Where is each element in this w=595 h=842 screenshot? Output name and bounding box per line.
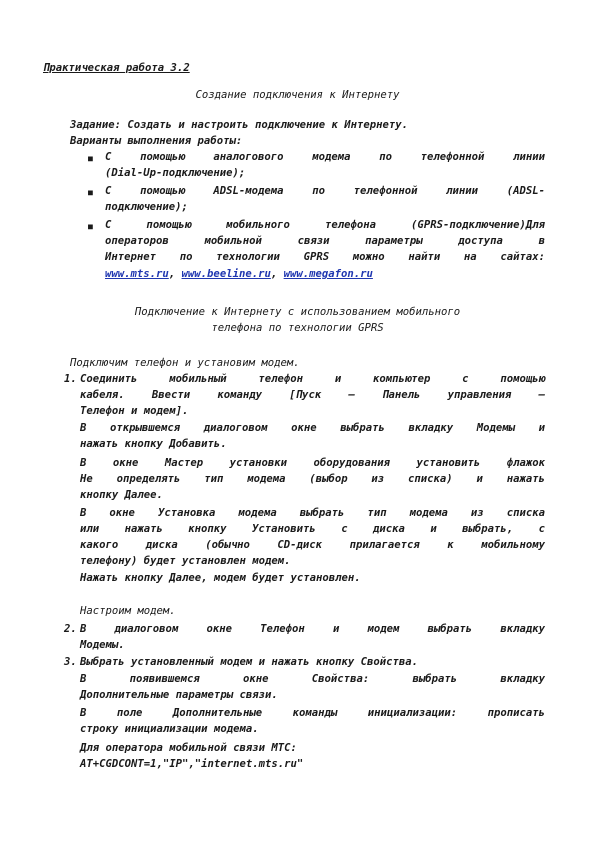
step1-line-4: В открывшемся диалоговом окне выбрать вкладку Модемы и: [80, 422, 545, 434]
step3-line-2: В появившемся окне Свойства: выбрать вкладку: [80, 673, 545, 685]
section-title-line-1: Подключение к Интернету с использованием мобильного: [134, 306, 461, 318]
bullet-item-1-line-2: (Dial-Up-подключение);: [105, 167, 246, 179]
list-number-1: 1.: [64, 373, 77, 385]
links-line: www.mts.ru, www.beeline.ru, www.megafon.ru: [105, 268, 373, 280]
step3-line-1: Выбрать установленный модем и нажать кнопку Свойства.: [80, 656, 419, 668]
link-mts[interactable]: www.mts.ru: [105, 268, 169, 280]
section-title-line-2: телефона по технологии GPRS: [211, 322, 384, 334]
step1-line-2: кабеля. Ввести команду [Пуск – Панель управления –: [80, 389, 545, 401]
step1-line-8: кнопку Далее.: [80, 489, 163, 501]
bullet-item-1-line-1: С помощью аналогового модема по телефонной линии: [105, 151, 545, 163]
step1-line-1: Соединить мобильный телефон и компьютер с помощью: [80, 373, 545, 385]
step1-line-13: Нажать кнопку Далее, модем будет установлен.: [80, 572, 361, 584]
step1-line-5: нажать кнопку Добавить.: [80, 438, 227, 450]
link-megafon[interactable]: www.megafon.ru: [283, 268, 373, 280]
bullet-item-3-line-3: Интернет по технологии GPRS можно найти на сайтах:: [105, 251, 545, 263]
step2-line-1: В диалоговом окне Телефон и модем выбрать вкладку: [80, 623, 545, 635]
list-number-2: 2.: [64, 623, 77, 635]
bullet-icon: ■: [88, 154, 93, 163]
step1-line-10: или нажать кнопку Установить с диска и выбрать, с: [80, 523, 545, 535]
bullet-item-2-line-2: подключение);: [105, 201, 188, 213]
page-title: Практическая работа 3.2: [43, 62, 190, 74]
step3-line-6: Для оператора мобильной связи МТС:: [80, 742, 297, 754]
variants-header: Варианты выполнения работы:: [70, 135, 243, 147]
step3-line-4: В поле Дополнительные команды инициализации: прописать: [80, 707, 545, 719]
step1-line-6: В окне Мастер установки оборудования установить флажок: [80, 457, 545, 469]
list-number-3: 3.: [64, 656, 77, 668]
bullet-item-3-line-1: С помощью мобильного телефона (GPRS-подключение)Для: [105, 219, 545, 231]
step3-line-5: строку инициализации модема.: [80, 723, 259, 735]
step1-line-11: какого диска (обычно CD-диск прилагается к мобильному: [80, 539, 545, 551]
step3-line-7: AT+CGDCONT=1,"IP","internet.mts.ru": [80, 758, 304, 770]
step1-line-7: Не определять тип модема (выбор из списка) и нажать: [80, 473, 545, 485]
bullet-icon: ■: [88, 188, 93, 197]
step-header-configure: Настроим модем.: [80, 605, 176, 617]
bullet-icon: ■: [88, 222, 93, 231]
step1-line-3: Телефон и модем].: [80, 405, 189, 417]
link-beeline[interactable]: www.beeline.ru: [181, 268, 271, 280]
page-subtitle: Создание подключения к Интернету: [195, 89, 400, 101]
step3-line-3: Дополнительные параметры связи.: [80, 689, 278, 701]
step-header-connect: Подключим телефон и установим модем.: [70, 357, 300, 369]
task-text: Задание: Создать и настроить подключение к Интернету.: [70, 119, 409, 131]
step1-line-12: телефону) будет установлен модем.: [80, 555, 291, 567]
bullet-item-2-line-1: С помощью ADSL-модема по телефонной линии (ADSL-: [105, 185, 545, 197]
bullet-item-3-line-2: операторов мобильной связи параметры доступа в: [105, 235, 545, 247]
step2-line-2: Модемы.: [80, 639, 125, 651]
step1-line-9: В окне Установка модема выбрать тип модема из списка: [80, 507, 545, 519]
